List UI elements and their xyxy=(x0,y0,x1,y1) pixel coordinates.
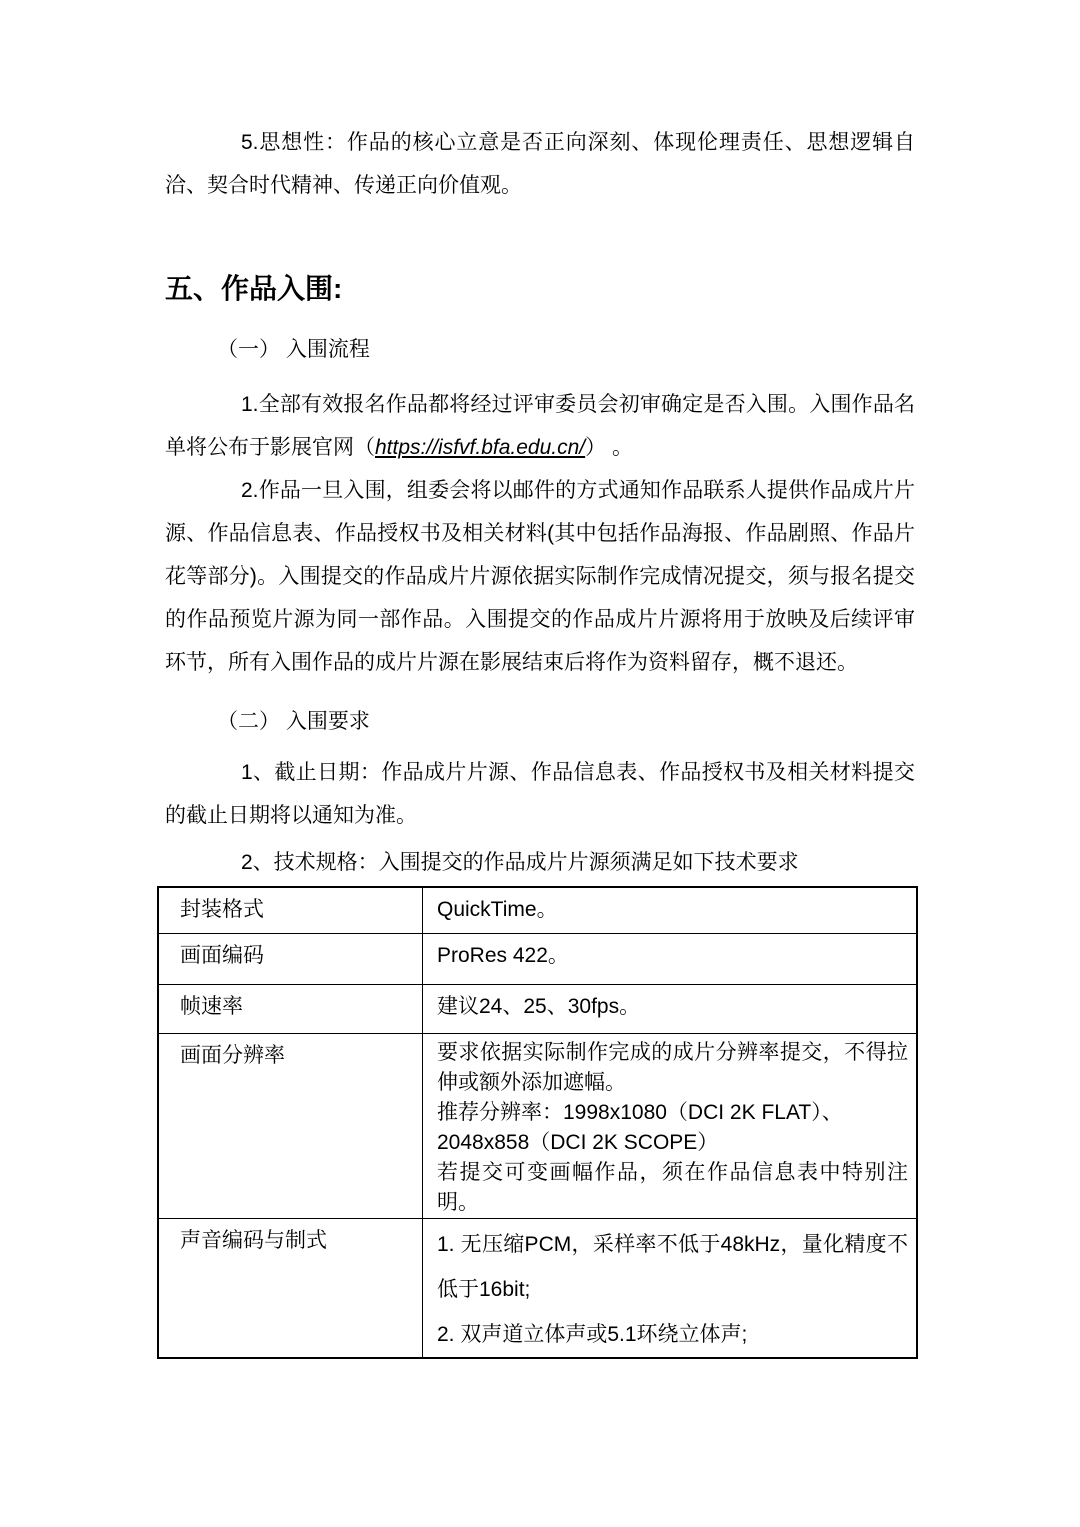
subsection-enrollment-process-title: （一） 入围流程 xyxy=(217,338,370,361)
spec-value-resolution xyxy=(423,1033,918,1218)
tech-spec-table xyxy=(157,886,918,1359)
table-row-resolution xyxy=(158,1033,917,1218)
spec-label-resolution: 画面分辨率 xyxy=(158,1033,423,1218)
spec-label-container-format: 封装格式 xyxy=(158,887,423,933)
resolution-recommended-line-2: 2048x858（DCI 2K SCOPE） xyxy=(437,1130,719,1154)
paragraph-text-before-link: 1.全部有效报名作品都将经过评审委员会初审确定是否入围。入围作品名单将公布于影展官网（ xyxy=(165,393,915,459)
paragraph-text-after-link: ） 。 xyxy=(585,436,633,459)
audio-spec-item-1: 1. 无压缩PCM，采样率不低于48kHz，量化精度不低于16bit; xyxy=(437,1232,908,1301)
paragraph-shortlist-materials: 2.作品一旦入围，组委会将以邮件的方式通知作品联系人提供作品成片片源、作品信息表、作品授权书及相关材料(其中包括作品海报、作品剧照、作品片花等部分)。入围提交的作品成片片源依据实际制作完成情况提交，须与报名提交的作品预览片源为同一部作品。入围提交的作品成片片源将用于放映及后续评审环节，所有入围作品的成片片源在影展结束后将作为资料留存，概不退还。 xyxy=(165,479,915,674)
spec-value-frame-rate: 建议24、25、30fps。 xyxy=(423,984,918,1033)
table-row-audio xyxy=(158,1218,917,1358)
spec-value-container-format: QuickTime。 xyxy=(423,887,918,933)
table-row-video-codec xyxy=(158,933,917,984)
paragraph-ideology: 5.思想性：作品的核心立意是否正向深刻、体现伦理责任、思想逻辑自洽、契合时代精神、传递正向价值观。 xyxy=(165,131,915,197)
spec-label-video-codec: 画面编码 xyxy=(158,933,423,984)
paragraph-shortlist-announcement xyxy=(165,383,915,469)
section-heading: 五、作品入围: xyxy=(165,273,343,304)
paragraph-deadline: 1、截止日期：作品成片片源、作品信息表、作品授权书及相关材料提交的截止日期将以通知为准。 xyxy=(165,761,915,827)
festival-website-link[interactable]: https://isfvf.bfa.edu.cn/ xyxy=(375,436,586,459)
audio-spec-item-2: 2. 双声道立体声或5.1环绕立体声; xyxy=(437,1322,748,1346)
table-row-frame-rate xyxy=(158,984,917,1033)
subsection-enrollment-requirements-title: （二） 入围要求 xyxy=(217,710,370,733)
resolution-variable-note-line: 若提交可变画幅作品，须在作品信息表中特别注明。 xyxy=(437,1160,908,1214)
spec-value-video-codec: ProRes 422。 xyxy=(423,933,918,984)
spec-label-frame-rate: 帧速率 xyxy=(158,984,423,1033)
resolution-requirement-line: 要求依据实际制作完成的成片分辨率提交，不得拉伸或额外添加遮幅。 xyxy=(437,1040,908,1094)
spec-label-audio: 声音编码与制式 xyxy=(158,1218,423,1358)
resolution-recommended-line-1: 推荐分辨率：1998x1080（DCI 2K FLAT）、 xyxy=(437,1100,843,1124)
paragraph-tech-spec-intro: 2、技术规格：入围提交的作品成片片源须满足如下技术要求 xyxy=(241,851,799,874)
spec-value-audio xyxy=(423,1218,918,1358)
table-row-container-format xyxy=(158,887,917,933)
